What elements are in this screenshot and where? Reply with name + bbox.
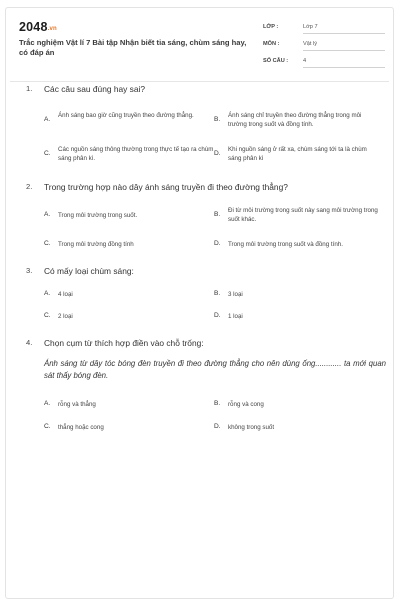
- option-text: 3 loại: [228, 291, 243, 298]
- option-text: Trong môi trường đồng tính: [58, 241, 134, 248]
- question-number: 2.: [26, 182, 33, 191]
- option-letter: D.: [214, 240, 221, 247]
- option-text: Ánh sáng bao giờ cũng truyền theo đường thẳng.: [58, 112, 194, 119]
- option-text: Trong môi trường trong suốt.: [58, 212, 138, 219]
- option-text: Đi từ môi trường trong suốt này sang môi trường trong suốt khác.: [228, 207, 378, 223]
- question-3: [26, 266, 386, 320]
- question-2-head: [26, 182, 386, 196]
- question-count-value: 4: [303, 58, 385, 68]
- question-4: [26, 338, 386, 431]
- worksheet-page: [5, 7, 394, 599]
- question-text: Chọn cụm từ thích hợp điền vào chỗ trống:: [44, 338, 204, 348]
- subject-label: MÔN :: [263, 41, 280, 47]
- question-text: Có mấy loại chùm sáng:: [44, 266, 134, 276]
- option-text: 1 loại: [228, 313, 243, 320]
- grade-value: Lớp 7: [303, 24, 385, 34]
- option-text: Ánh sáng chỉ truyền theo đường thẳng trong môi trường trong suốt và đồng tính.: [228, 112, 362, 128]
- question-2: [26, 182, 386, 248]
- option-letter: D.: [214, 312, 221, 319]
- option-letter: C.: [44, 240, 51, 247]
- worksheet-header: [19, 20, 389, 80]
- option-text: Trong môi trường trong suốt và đồng tính.: [228, 241, 343, 248]
- option-letter: B.: [214, 290, 221, 297]
- option-text: Các nguồn sáng thông thường trong thực tế tạo ra chùm sáng phân kì.: [58, 146, 214, 162]
- option-letter: A.: [44, 290, 51, 297]
- question-text: Các câu sau đúng hay sai?: [44, 84, 146, 94]
- option-text: không trong suốt: [228, 424, 275, 431]
- question-4-head: [26, 338, 386, 352]
- option-letter: A.: [44, 211, 51, 218]
- option-text: 2 loại: [58, 313, 73, 320]
- question-number: 1.: [26, 84, 33, 93]
- option-text: rỗng và cong: [228, 401, 264, 408]
- meta-row-grade: [263, 24, 391, 41]
- option-letter: A.: [44, 116, 51, 123]
- option-text: 4 loại: [58, 291, 73, 298]
- question-1-head: [26, 84, 386, 98]
- option-letter: C.: [44, 423, 51, 430]
- option-letter: B.: [214, 116, 221, 123]
- site-logo[interactable]: [19, 20, 57, 34]
- option-text: rỗng và thẳng: [58, 401, 96, 408]
- option-letter: C.: [44, 312, 51, 319]
- option-letter: D.: [214, 150, 221, 157]
- subject-value: Vật lý: [303, 41, 385, 51]
- meta-info: [263, 24, 391, 75]
- question-number: 4.: [26, 338, 33, 347]
- question-3-head: [26, 266, 386, 280]
- option-letter: C.: [44, 150, 51, 157]
- question-text: Trong trường hợp nào dây ánh sáng truyền đi theo đường thẳng?: [44, 182, 288, 192]
- question-number: 3.: [26, 266, 33, 275]
- option-letter: A.: [44, 400, 51, 407]
- option-text: thẳng hoặc cong: [58, 424, 104, 431]
- logo-number: 2048: [19, 20, 48, 34]
- meta-row-subject: [263, 41, 391, 58]
- fill-in-passage: Ánh sáng từ dây tóc bóng đèn truyền đi theo đường thẳng cho nên dùng ống............ ta mới quan sát thấy bóng đèn.: [44, 359, 386, 380]
- option-letter: B.: [214, 211, 221, 218]
- option-letter: D.: [214, 423, 221, 430]
- header-divider: [10, 81, 389, 82]
- grade-label: LỚP :: [263, 24, 279, 30]
- option-text: Khi nguồn sáng ở rất xa, chùm sáng tới ta là chùm sáng phân kì: [228, 146, 367, 162]
- meta-row-count: [263, 58, 391, 75]
- logo-domain: .vn: [47, 26, 57, 32]
- question-count-label: SỐ CÂU :: [263, 58, 289, 64]
- option-letter: B.: [214, 400, 221, 407]
- question-1: [26, 84, 386, 162]
- document-title: Trắc nghiệm Vật lí 7 Bài tập Nhận biết tia sáng, chùm sáng hay, có đáp án: [19, 38, 247, 57]
